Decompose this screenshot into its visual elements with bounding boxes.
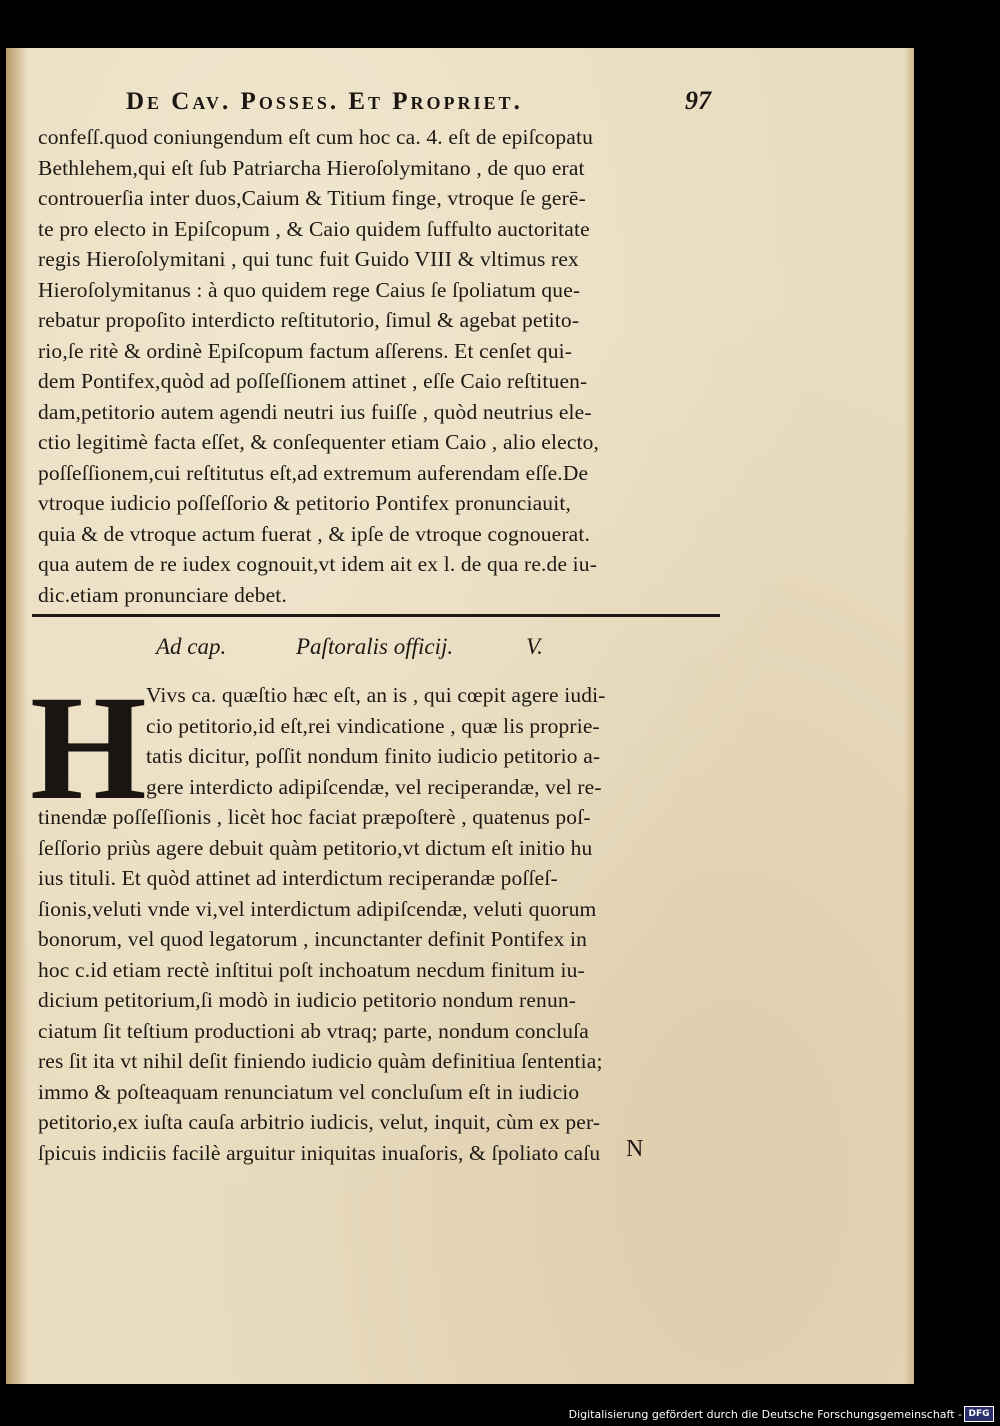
text-line: ſionis,veluti vnde vi,vel interdictum adipiſcendæ, veluti quorum [38, 896, 597, 921]
text-line: rio,ſe ritè & ordinè Epiſcopum factum aſſerens. Et cenſet qui- [38, 338, 573, 363]
funding-credit: Digitalisierung gefördert durch die Deutsche Forschungsgemeinschaft - [568, 1408, 962, 1421]
text-line: dem Pontifex,quòd ad poſſeſſionem attinet , eſſe Caio reſtituen- [38, 369, 588, 393]
signature-mark: N [626, 1136, 644, 1162]
text-line: ciatum ſit teſtium productioni ab vtraq; parte, nondum concluſa [38, 1018, 589, 1043]
text-line: Bethlehem,qui eſt ſub Patriarcha Hieroſolymitano , de quo erat [38, 155, 585, 180]
text-line: vtroque iudicio poſſeſſorio & petitorio Pontifex pronunciauit, [38, 491, 571, 515]
section-heading [156, 634, 656, 668]
text-line: rebatur propoſito interdicto reſtitutorio, ſimul & agebat petito- [38, 308, 580, 332]
page-left-edge-shadow [6, 48, 28, 1384]
text-line: tinendæ poſſeſſionis , licèt hoc faciat præpoſterè , quatenus poſ- [38, 805, 591, 829]
text-line: te pro electo in Epiſcopum , & Caio quidem ſuffulto auctoritate [38, 216, 590, 241]
text-line: confeſſ.quod coniungendum eſt cum hoc ca. 4. eſt de epiſcopatu [38, 125, 593, 149]
section-heading-numeral: V. [526, 634, 543, 659]
scanned-page [6, 48, 914, 1384]
text-line: Vivs ca. quæſtio hæc eſt, an is , qui cœpit agere iudi- [146, 683, 606, 707]
text-line: tatis dicitur, poſſit nondum finito iudicio petitorio a- [146, 744, 601, 768]
text-line: dic.etiam pronunciare debet. [38, 582, 287, 607]
text-line: controuerſia inter duos,Caium & Titium finge, vtroque ſe gerē- [38, 186, 586, 210]
text-line: dicium petitorium,ſi modò in iudicio petitorio nondum renun- [38, 988, 577, 1012]
section-heading-ad-cap: Ad cap. [156, 634, 227, 659]
paragraph-main [38, 680, 728, 1168]
text-line: dam,petitorio autem agendi neutri ius fuiſſe , quòd neutrius ele- [38, 399, 592, 424]
text-line: petitorio,ex iuſta cauſa arbitrio iudicis, velut, inquit, cùm ex per- [38, 1110, 601, 1134]
text-line: ctio legitimè facta eſſet, & conſequenter etiam Caio , alio electo, [38, 430, 600, 454]
text-line: cio petitorio,id eſt,rei vindicatione , quæ lis proprie- [146, 713, 600, 738]
text-line: ſpicuis indiciis facilè arguitur iniquitas inuaſoris, & ſpoliato caſu [38, 1140, 601, 1165]
text-line: immo & poſteaquam renunciatum vel concluſum eſt in iudicio [38, 1079, 580, 1104]
running-head: De Cav. Posses. Et Propriet. [126, 88, 523, 115]
text-line: poſſeſſionem,cui reſtitutus eſt,ad extremum auferendam eſſe.De [38, 460, 589, 485]
text-line: ius tituli. Et quòd attinet ad interdictum reciperandæ poſſeſ- [38, 866, 558, 890]
text-line: gere interdicto adipiſcendæ, vel reciperandæ, vel re- [146, 774, 602, 799]
paragraph-continuation [38, 122, 728, 610]
text-line: Hieroſolymitanus : à quo quidem rege Caius ſe ſpoliatum que- [38, 277, 581, 302]
section-divider-rule [32, 614, 720, 617]
text-line: quia & de vtroque actum fuerat , & ipſe de vtroque cognouerat. [38, 521, 590, 546]
text-line: regis Hieroſolymitani , qui tunc fuit Guido VIII & vltimus rex [38, 247, 579, 271]
drop-cap-initial: H [30, 665, 147, 831]
text-line: hoc c.id etiam rectè inſtitui poſt inchoatum necdum finitum iu- [38, 957, 585, 982]
footer-bar [0, 1396, 1000, 1426]
text-line: res ſit ita vt nihil deſit finiendo iudicio quàm definitiua ſententia; [38, 1049, 603, 1073]
page-right-edge-shadow [904, 48, 914, 1384]
page-number: 97 [685, 86, 711, 115]
text-line: qua autem de re iudex cognouit,vt idem ait ex l. de qua re.de iu- [38, 552, 598, 576]
text-line: ſeſſorio priùs agere debuit quàm petitorio,vt dictum eſt initio hu [38, 835, 593, 860]
dfg-logo-icon[interactable]: DFG [964, 1406, 994, 1422]
text-line: bonorum, vel quod legatorum , incunctanter definit Pontifex in [38, 927, 588, 951]
section-heading-title: Paſtoralis officij. [296, 634, 454, 659]
